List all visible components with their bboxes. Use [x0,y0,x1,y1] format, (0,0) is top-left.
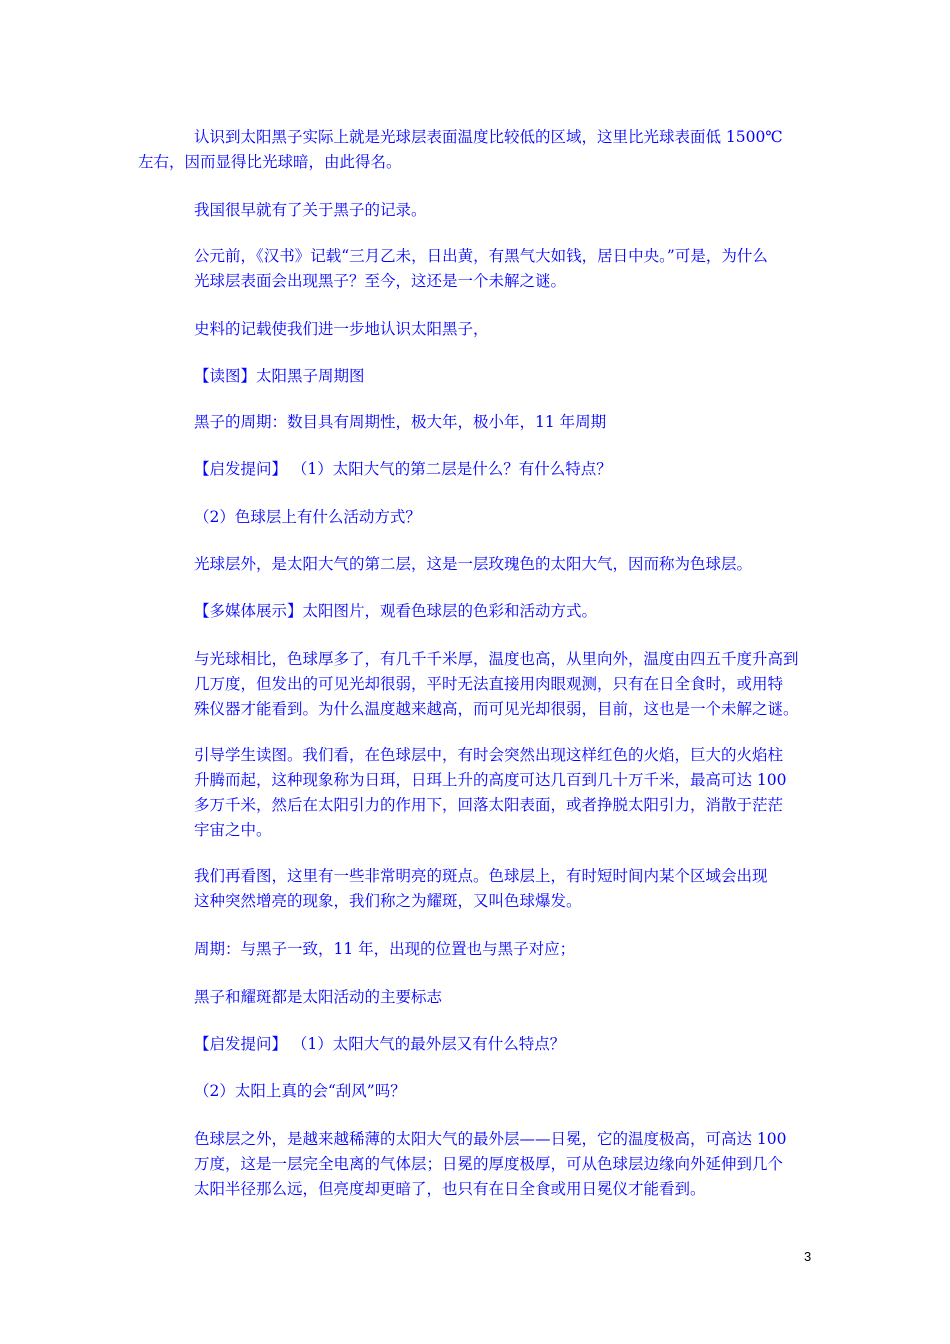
text-line: 色球层之外，是越来越稀薄的太阳大气的最外层——日冕，它的温度极高，可高达 100 [194,1130,787,1148]
text-line: 【启发提问】 （1）太阳大气的最外层又有什么特点？ [194,1035,566,1053]
paragraph [194,317,816,342]
text-line: 光球层表面会出现黑子？至今，这还是一个未解之谜。 [194,272,567,290]
text-line: 认识到太阳黑子实际上就是光球层表面温度比较低的区域，这里比光球表面低 1500℃ [194,128,783,146]
page-number: 3 [804,1249,812,1264]
text-line: 引导学生读图。我们看，在色球层中，有时会突然出现这样红色的火焰，巨大的火焰柱 [194,746,784,764]
paragraph [194,937,816,962]
paragraph [194,410,816,435]
text-line: 史料的记载使我们进一步地认识太阳黑子， [194,320,489,338]
text-line: （2）太阳上真的会“刮风”吗？ [194,1082,406,1100]
text-line: 这种突然增亮的现象，我们称之为耀斑，又叫色球爆发。 [194,892,582,910]
paragraph [194,1032,816,1057]
text-line: 多万千米，然后在太阳引力的作用下，回落太阳表面，或者挣脱太阳引力，消散于茫茫 [194,796,784,814]
text-line: 与光球相比，色球厚多了，有几千千米厚，温度也高，从里向外，温度由四五千度升高到 [194,650,799,668]
paragraph [194,457,816,482]
text-line: 【启发提问】 （1）太阳大气的第二层是什么？有什么特点？ [194,460,612,478]
paragraph [194,1079,816,1104]
text-line: 黑子和耀斑都是太阳活动的主要标志 [194,988,443,1006]
paragraph [138,125,818,175]
text-line: 【读图】太阳黑子周期图 [194,367,365,385]
text-line: 黑子的周期：数目具有周期性，极大年，极小年，11 年周期 [194,413,607,431]
paragraph [194,647,816,722]
text-line: 左右，因而显得比光球暗，由此得名。 [138,153,402,171]
paragraph [194,743,816,843]
text-line: 宇宙之中。 [194,821,272,839]
text-line: 我国很早就有了关于黑子的记录。 [194,201,427,219]
text-line: 升腾而起，这种现象称为日珥，日珥上升的高度可达几百到几十万千米，最高可达 100 [194,771,787,789]
text-line: 我们再看图，这里有一些非常明亮的斑点。色球层上，有时短时间内某个区域会出现 [194,867,768,885]
paragraph [194,364,816,389]
text-line: 【多媒体展示】太阳图片，观看色球层的色彩和活动方式。 [194,602,598,620]
text-line: （2）色球层上有什么活动方式？ [194,508,421,526]
text-line: 光球层外，是太阳大气的第二层，这是一层玫瑰色的太阳大气，因而称为色球层。 [194,555,753,573]
paragraph [194,599,816,624]
text-line: 几万度，但发出的可见光却很弱，平时无法直接用肉眼观测，只有在日全食时，或用特 [194,675,784,693]
paragraph [194,864,816,914]
text-line: 万度，这是一层完全电离的气体层；日冕的厚度极厚，可从色球层边缘向外延伸到几个 [194,1155,784,1173]
paragraph [194,1127,816,1202]
paragraph [194,505,816,530]
paragraph [194,552,816,577]
text-line: 太阳半径那么远，但亮度却更暗了，也只有在日全食或用日冕仪才能看到。 [194,1180,706,1198]
paragraph [194,985,816,1010]
text-line: 周期：与黑子一致，11 年，出现的位置也与黑子对应； [194,940,576,958]
paragraph [194,244,816,294]
text-line: 殊仪器才能看到。为什么温度越来越高，而可见光却很弱，目前，这也是一个未解之谜。 [194,700,799,718]
paragraph [194,198,816,223]
text-line: 公元前，《汉书》记载“三月乙未，日出黄，有黑气大如钱，居日中央。”可是，为什么 [194,247,768,265]
